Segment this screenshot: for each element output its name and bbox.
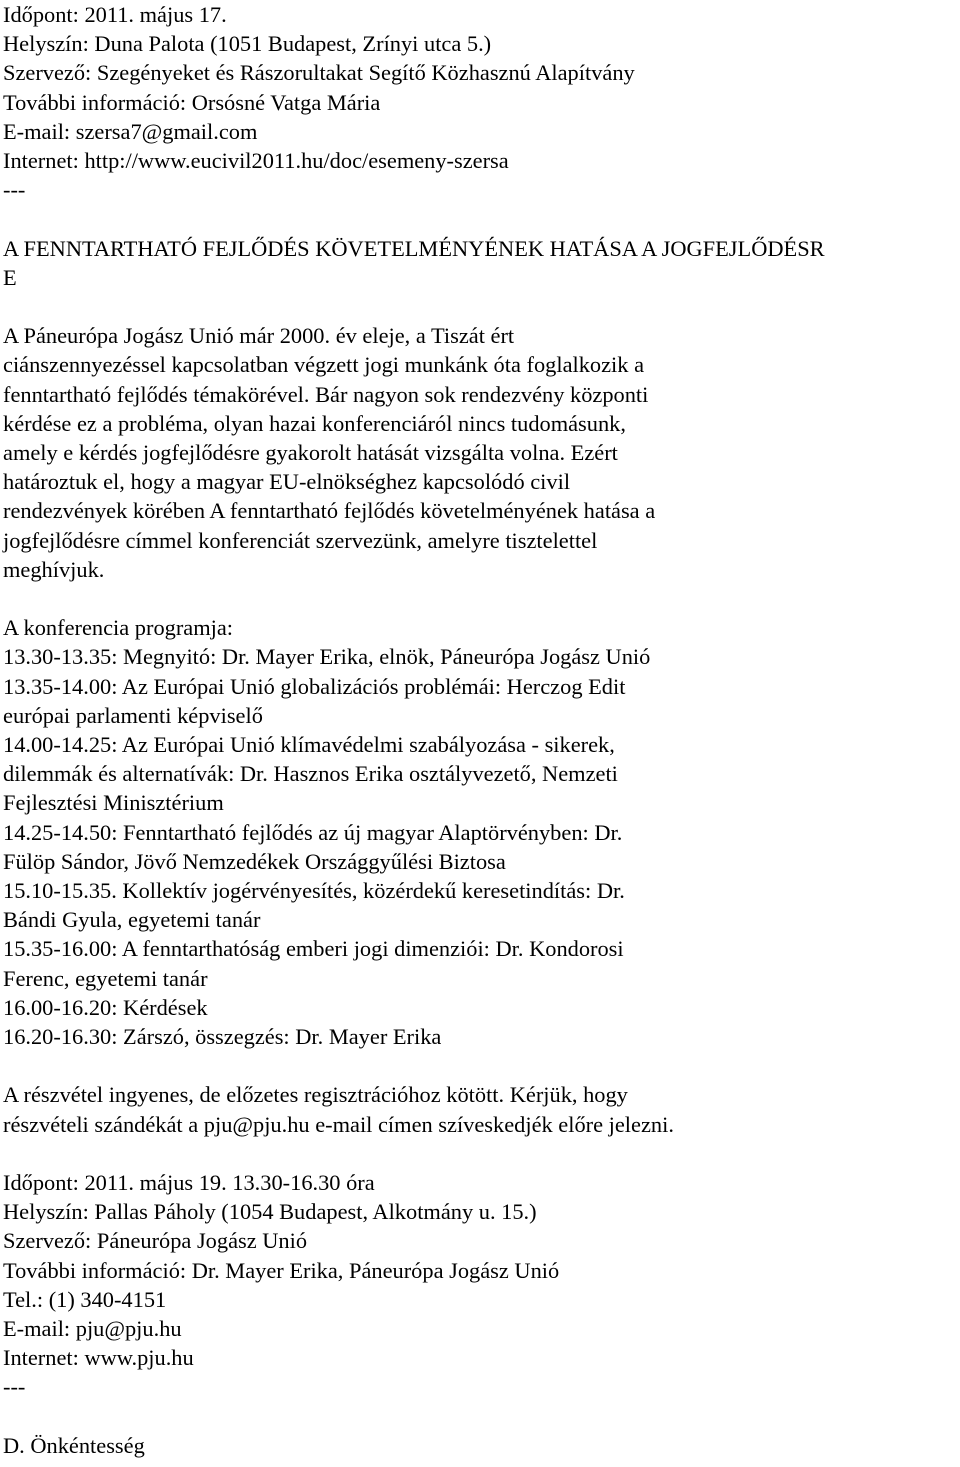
intro-line: ciánszennyezéssel kapcsolatban végzett jogi munkánk óta foglalkozik a (3, 352, 645, 378)
program-line: 13.30-13.35: Megnyitó: Dr. Mayer Erika, elnök, Páneurópa Jogász Unió (3, 644, 651, 670)
event1-contact: További információ: Orsósné Vatga Mária (3, 89, 381, 115)
program-line: 15.10-15.35. Kollektív jogérvényesítés, közérdekű keresetindítás: Dr. (3, 878, 625, 904)
program-line: Fejlesztési Minisztérium (3, 790, 224, 816)
section-heading: D. Önkéntesség (3, 1432, 145, 1458)
registration-line: A részvétel ingyenes, de előzetes regisztrációhoz kötött. Kérjük, hogy (3, 1082, 628, 1108)
program-line: 13.35-14.00: Az Európai Unió globalizációs problémái: Herczog Edit (3, 673, 626, 699)
event2-contact: További információ: Dr. Mayer Erika, Páneurópa Jogász Unió (3, 1257, 560, 1283)
program-line: 14.25-14.50: Fenntartható fejlődés az új magyar Alaptörvényben: Dr. (3, 819, 623, 845)
program-line: európai parlamenti képviselő (3, 702, 263, 728)
blank-line (3, 1051, 952, 1080)
conference-program (3, 613, 952, 1051)
intro-line: rendezvények körében A fenntartható fejlődés követelményének hatása a (3, 498, 656, 524)
program-line: 16.00-16.20: Kérdések (3, 994, 208, 1020)
event1-date: Időpont: 2011. május 17. (3, 2, 227, 27)
event2-title-line: E (3, 264, 17, 290)
event2-title-line: A FENNTARTHATÓ FEJLŐDÉS KÖVETELMÉNYÉNEK HATÁSA A JOGFEJLŐDÉSR (3, 235, 825, 261)
intro-line: határoztuk el, hogy a magyar EU-elnökséghez kapcsolódó civil (3, 469, 571, 495)
event2-phone: Tel.: (1) 340-4151 (3, 1286, 167, 1312)
program-heading: A konferencia programja: (3, 615, 234, 641)
program-line: Ferenc, egyetemi tanár (3, 965, 208, 991)
blank-line (3, 292, 952, 321)
program-line: Bándi Gyula, egyetemi tanár (3, 907, 261, 933)
intro-line: kérdése ez a probléma, olyan hazai konferenciáról nincs tudomásunk, (3, 410, 626, 436)
intro-line: amely e kérdés jogfejlődésre gyakorolt hatását vizsgálta volna. Ezért (3, 440, 618, 466)
blank-line (3, 1139, 952, 1168)
event2-intro-paragraph (3, 321, 952, 584)
event2-email: E-mail: pju@pju.hu (3, 1316, 182, 1342)
intro-line: meghívjuk. (3, 556, 105, 582)
program-line: dilemmák és alternatívák: Dr. Hasznos Erika osztályvezető, Nemzeti (3, 761, 618, 787)
intro-line: jogfejlődésre címmel konferenciát szervezünk, amelyre tisztelettel (3, 527, 598, 553)
event2-info-block (3, 1168, 952, 1402)
event2-organizer: Szervező: Páneurópa Jogász Unió (3, 1228, 308, 1254)
program-line: 16.20-16.30: Zárszó, összegzés: Dr. Mayer Erika (3, 1024, 442, 1050)
event2-title (3, 234, 952, 292)
intro-line: A Páneurópa Jogász Unió már 2000. év eleje, a Tiszát ért (3, 323, 515, 349)
intro-line: fenntartható fejlődés témakörével. Bár nagyon sok rendezvény központi (3, 381, 649, 407)
event2-internet: Internet: www.pju.hu (3, 1345, 194, 1371)
blank-line (3, 204, 952, 233)
blank-line (3, 1402, 952, 1431)
registration-line: részvételi szándékát a pju@pju.hu e-mail címen szíveskedjék előre jelezni. (3, 1111, 674, 1137)
program-line: Fülöp Sándor, Jövő Nemzedékek Országgyűlési Biztosa (3, 848, 506, 874)
registration-paragraph (3, 1080, 952, 1138)
event2-venue: Helyszín: Pallas Páholy (1054 Budapest, Alkotmány u. 15.) (3, 1199, 537, 1225)
blank-line (3, 584, 952, 613)
event1-info-block (3, 0, 952, 204)
program-line: 14.00-14.25: Az Európai Unió klímavédelmi szabályozása - sikerek, (3, 732, 615, 758)
event2-separator: --- (3, 1374, 26, 1400)
program-line: 15.35-16.00: A fenntarthatóság emberi jogi dimenziói: Dr. Kondorosi (3, 936, 624, 962)
event1-internet: Internet: http://www.eucivil2011.hu/doc/esemeny-szersa (3, 148, 509, 174)
event1-email: E-mail: szersa7@gmail.com (3, 118, 258, 144)
event1-organizer: Szervező: Szegényeket és Rászorultakat Segítő Közhasznú Alapítvány (3, 60, 635, 86)
event2-date: Időpont: 2011. május 19. 13.30-16.30 óra (3, 1170, 375, 1196)
event1-venue: Helyszín: Duna Palota (1051 Budapest, Zrínyi utca 5.) (3, 31, 492, 57)
event1-separator: --- (3, 177, 26, 203)
